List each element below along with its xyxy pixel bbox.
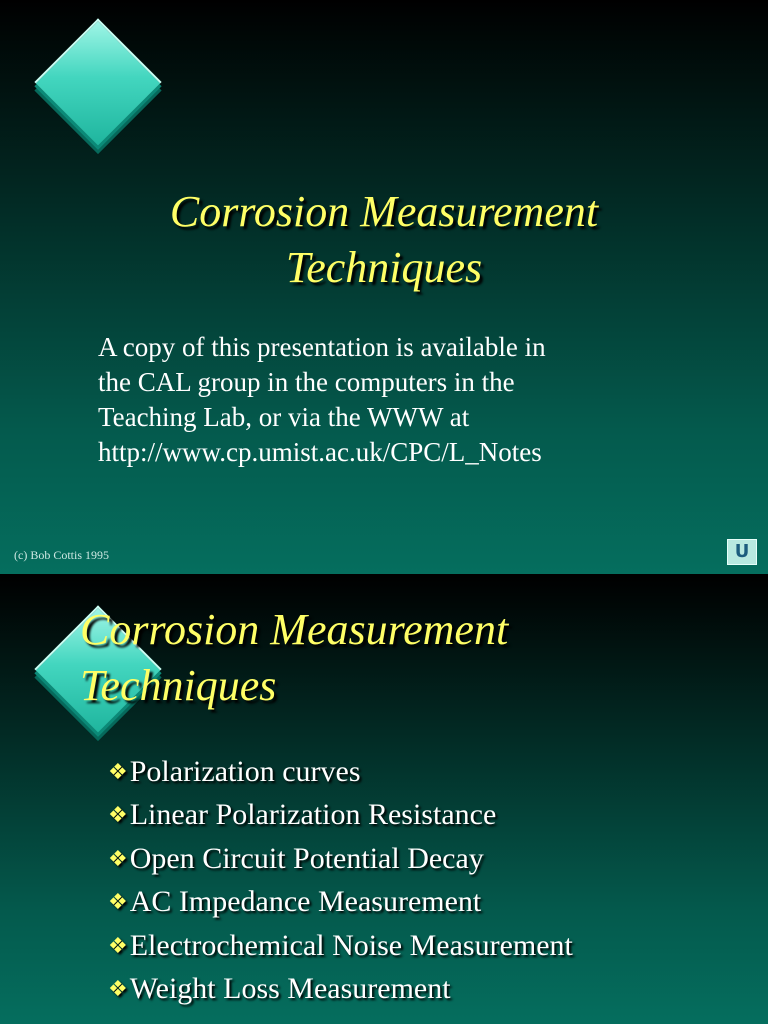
list-item: ❖Linear Polarization Resistance [108, 798, 497, 832]
copyright-footer: (c) Bob Cottis 1995 [14, 548, 109, 562]
technique-list [108, 750, 573, 1010]
list-item: ❖AC Impedance Measurement [108, 885, 482, 919]
logo-letter: U [734, 541, 750, 562]
note-line-1: A copy of this presentation is available in [98, 332, 546, 362]
slide-1-title [0, 184, 768, 297]
title-line-1: Corrosion Measurement [169, 187, 599, 236]
note-url: http://www.cp.umist.ac.uk/CPC/L_Notes [98, 437, 542, 467]
note-line-3: Teaching Lab, or via the WWW at [98, 402, 470, 432]
list-item: ❖Electrochemical Noise Measurement [108, 928, 573, 962]
slide-2-title [80, 602, 508, 715]
diamond-bullet-icon: ❖ [108, 802, 128, 828]
diamond-bullet-icon: ❖ [108, 932, 128, 958]
title-line-1: Corrosion Measurement [80, 605, 509, 654]
diamond-bullet-icon: ❖ [108, 759, 128, 784]
title-line-2: Techniques [285, 243, 483, 293]
slide-2 [0, 576, 768, 1024]
diamond-bullet-icon: ❖ [108, 976, 128, 1002]
diamond-bullet-icon: ❖ [108, 845, 128, 871]
title-line-2: Techniques [80, 661, 277, 711]
list-item: ❖Open Circuit Potential Decay [108, 841, 484, 875]
availability-note [98, 330, 718, 470]
diamond-bullet-icon: ❖ [108, 889, 128, 915]
umist-logo-icon [727, 539, 757, 565]
list-item: ❖Weight Loss Measurement [108, 972, 451, 1006]
diamond-logo-icon [34, 18, 161, 145]
list-item: ❖Polarization curves [108, 755, 361, 788]
note-line-2: the CAL group in the computers in the [98, 367, 515, 397]
